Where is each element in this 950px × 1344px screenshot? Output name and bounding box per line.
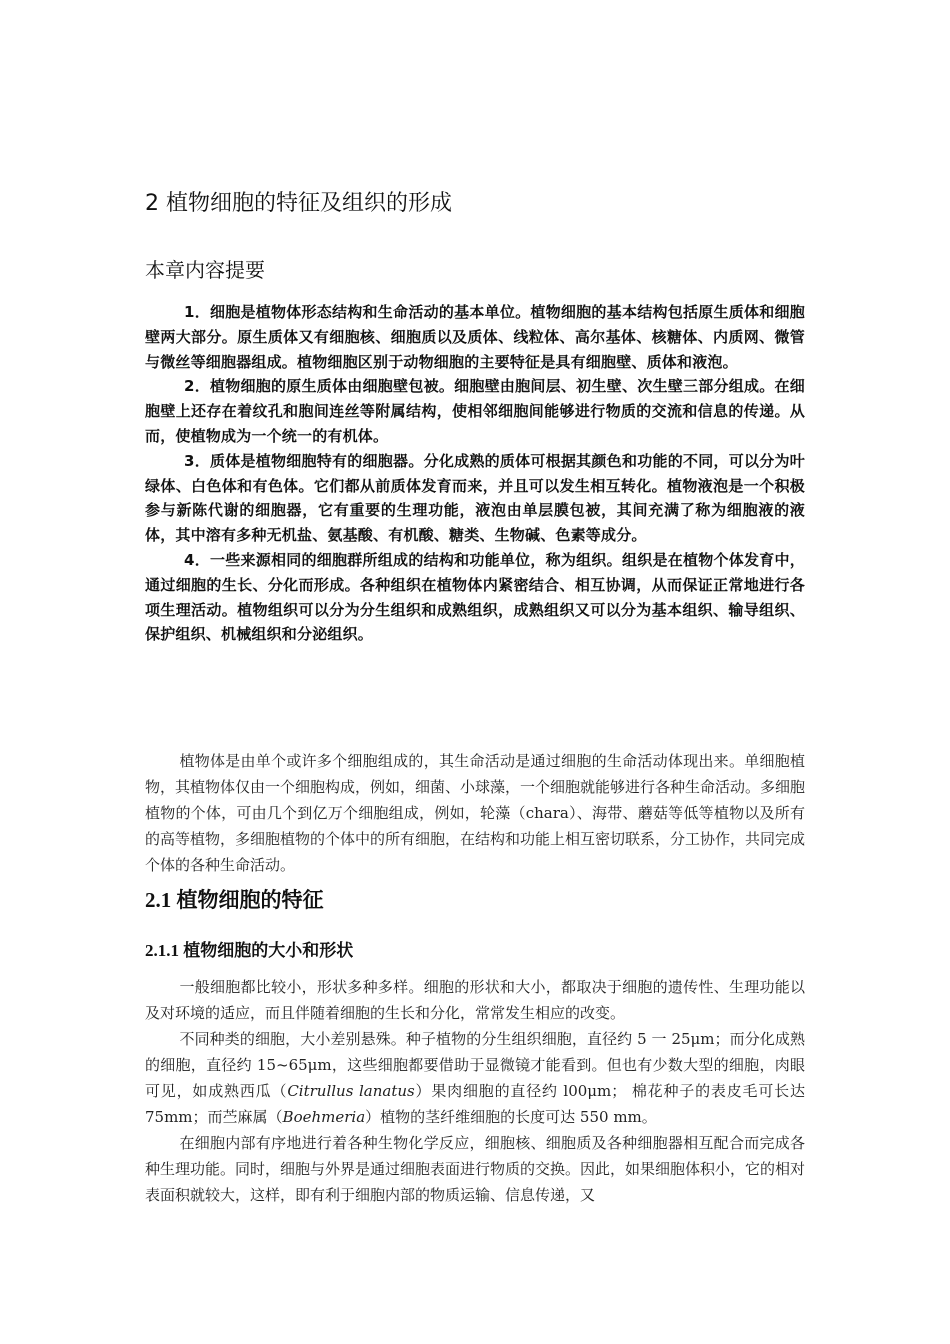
- p2-text-b: ）果肉细胞的直径约 l00μm； 棉花种子的表皮毛可长达 75mm；而苎麻属（: [145, 1082, 805, 1126]
- summary-item-2: 2．植物细胞的原生质体由细胞壁包被。细胞壁由胞间层、初生壁、次生壁三部分组成。在细胞壁上还存在着纹孔和胞间连丝等附属结构，使相邻细胞间能够进行物质的交流和信息的传递。从而，使植物成为一个统一的有机体。: [145, 377, 805, 445]
- summary-item-3: 3．质体是植物细胞特有的细胞器。分化成熟的质体可根据其颜色和功能的不同，可以分为叶绿体、白色体和有色体。它们都从前质体发育而来，并且可以发生相互转化。植物液泡是一个积极参与新陈代谢的细胞器，它有重要的生理功能，液泡由单层膜包被，其间充满了称为细胞液的液体，其中溶有多种无机盐、氨基酸、有机酸、糖类、生物碱、色素等成分。: [145, 451, 805, 545]
- section-heading: 2.1 植物细胞的特征: [145, 888, 324, 912]
- summary-item-1: 1．细胞是植物体形态结构和生命活动的基本单位。植物细胞的基本结构包括原生质体和细胞壁两大部分。原生质体又有细胞核、细胞质以及质体、线粒体、高尔基体、核糖体、内质网、微管与微丝等细胞器组成。植物细胞区别于动物细胞的主要特征是具有细胞壁、质体和液泡。: [145, 303, 805, 371]
- summary-heading: 本章内容提要: [145, 258, 265, 282]
- section-paragraph-3: 在细胞内部有序地进行着各种生物化学反应，细胞核、细胞质及各种细胞器相互配合而完成各种生理功能。同时，细胞与外界是通过细胞表面进行物质的交换。因此，如果细胞体积小，它的相对表面积就较大，这样，即有利于细胞内部的物质运输、信息传递，又: [145, 1134, 806, 1204]
- section-body: [145, 974, 805, 1208]
- chapter-title: 2 植物细胞的特征及组织的形成: [145, 191, 452, 216]
- intro-block: [145, 748, 805, 878]
- summary-item-4: 4．一些来源相同的细胞群所组成的结构和功能单位，称为组织。组织是在植物个体发育中，通过细胞的生长、分化而形成。各种组织在植物体内紧密结合、相互协调，从而保证正常地进行各项生理活动。植物组织可以分为分生组织和成熟组织，成熟组织又可以分为基本组织、输导组织、保护组织、机械组织和分泌组织。: [145, 550, 805, 644]
- intro-paragraph: 植物体是由单个或许多个细胞组成的，其生命活动是通过细胞的生命活动体现出来。单细胞植物，其植物体仅由一个细胞构成，例如，细菌、小球藻，一个细胞就能够进行各种生命活动。多细胞植物的个体，可由几个到亿万个细胞组成，例如，轮藻（chara）、海带、蘑菇等低等植物以及所有的高等植物，多细胞植物的个体中的所有细胞，在结构和功能上相互密切联系，分工协作，共同完成个体的各种生命活动。: [145, 752, 806, 874]
- chapter-summary: [145, 300, 805, 647]
- section-paragraph-1: 一般细胞都比较小，形状多种多样。细胞的形状和大小，都取决于细胞的遗传性、生理功能以及对环境的适应，而且伴随着细胞的生长和分化，常常发生相应的改变。: [145, 978, 805, 1022]
- species-name-citrullus: Citrullus lanatus: [287, 1082, 415, 1100]
- p2-text-c: ）植物的茎纤维细胞的长度可达 550 mm。: [365, 1108, 657, 1126]
- p2-text-a: 不同种类的细胞，大小差别悬殊。种子植物的分生组织细胞，直径约 5 一 25μm；而分化成熟的细胞，直径约 15~65μm，这些细胞都要借助于显微镜才能看到。但也有少数大型的细胞，肉眼可见，如成熟西瓜（: [145, 1030, 805, 1100]
- subsection-heading: 2.1.1 植物细胞的大小和形状: [145, 941, 354, 960]
- section-paragraph-2: [145, 1026, 805, 1130]
- genus-name-boehmeria: Boehmeria: [282, 1108, 366, 1126]
